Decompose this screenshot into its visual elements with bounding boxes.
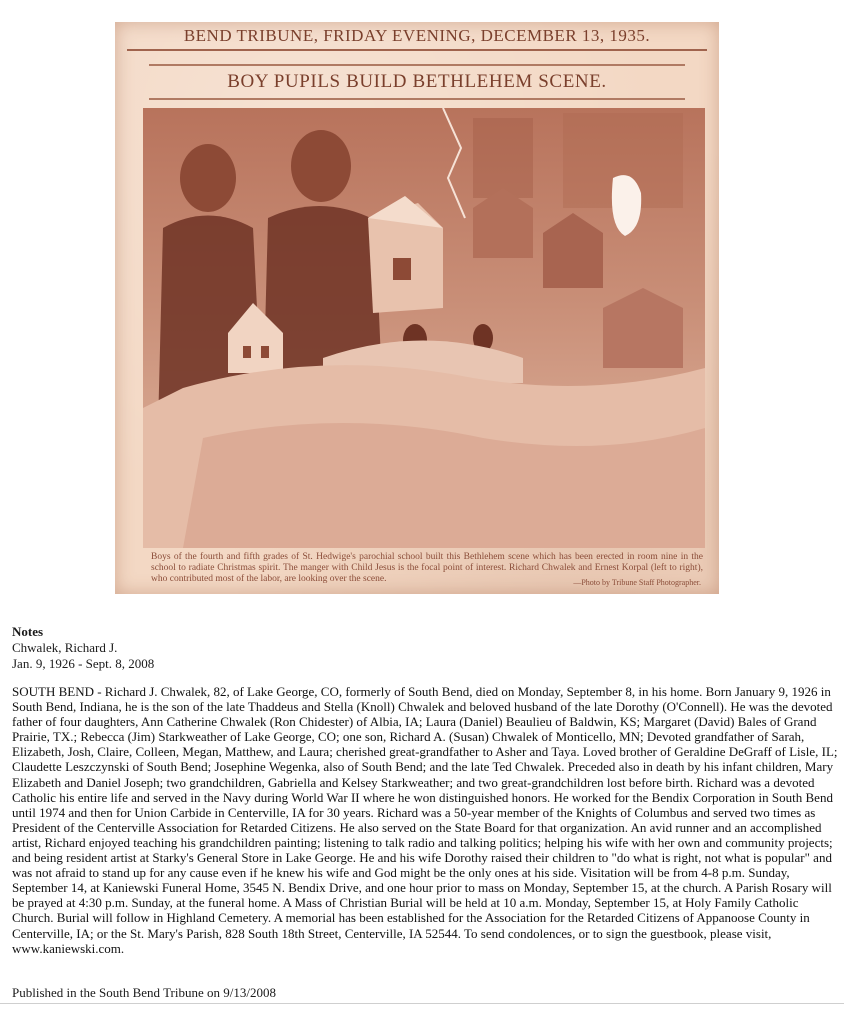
newspaper-clipping — [115, 22, 719, 594]
masthead-rule — [127, 49, 707, 51]
photo-caption: Boys of the fourth and fifth grades of St. Hedwige's parochial school built this Bethlehem scene which has been erected in room nine in the school to radiate Christmas spirit. The manger with Child Jesus is the focal point of interest. Richard Chwalek and Ernest Korpal (left to right), who contributed most of the labor, are looking over the scene. — [151, 552, 703, 584]
headline-box — [149, 64, 685, 100]
newspaper-masthead: BEND TRIBUNE, FRIDAY EVENING, DECEMBER 13, 1935. — [183, 26, 651, 45]
notes-heading: Notes — [12, 624, 44, 639]
bethlehem-scene-photo — [143, 108, 705, 548]
photo-credit: —Photo by Tribune Staff Photographer. — [573, 578, 701, 587]
life-dates: Jan. 9, 1926 - Sept. 8, 2008 — [12, 656, 155, 671]
article-headline: BOY PUPILS BUILD BETHLEHEM SCENE. — [227, 71, 607, 92]
photo-illustration — [143, 108, 705, 548]
publication-note: Published in the South Bend Tribune on 9/13/2008 — [12, 985, 276, 1000]
bottom-divider — [0, 1003, 844, 1004]
deceased-name: Chwalek, Richard J. — [12, 640, 118, 655]
obituary-text: SOUTH BEND - Richard J. Chwalek, 82, of Lake George, CO, formerly of South Bend, died on Monday, September 8, in his home. Born January 9, 1926 in South Bend, Indiana, he is the son of the late Thaddeus and Stella (Knoll) Chwalek and beloved husband of the late Dorothy (O'Connell). He was the devoted father of four daughters, Ann Catherine Chwalek (Ron Chidester) of Albia, IA; Laura (Daniel) Beaulieu of Baldwin, KS; Margaret (David) Bales of Grand Prairie, TX.; Rebecca (Jim) Starkweather of Lake George, CO; one son, Richard A. (Susan) Chwalek of Monticello, MN; Devoted grandfather of Sarah, Elizabeth, Josh, Claire, Colleen, Megan, Matthew, and Laura; cherished great-grandfather to Asher and Taya. Loved brother of Geraldine DeGraff of Lisle, IL; Claudette Leszczynski of South Bend; Josephine Wegenka, also of South Bend; and the late Ted Chwalek. Preceded also in death by his infant children, Mary Elizabeth and Daniel Joseph; two grandchildren, Gabriella and Kelsey Starkweather; and two great-grandchildren lost before birth. Richard was a devoted Catholic his entire life and served in the Navy during World War II where he won distinguished honors. He worked for the Bendix Corporation in South Bend until 1974 and then for Union Carbide in Centerville, IA for 30 years. Richard was a 50-year member of the Knights of Columbus and served two times as President of the Centerville Association for Retarded Citizens. He also served on the State Board for that organization. An avid runner and an accomplished artist, Richard enjoyed teaching his grandchildren painting; listening to talk radio and talking politics; helping his wife with her own and community projects; and being resident artist at Starky's General Store in Lake George. He and his wife Dorothy raised their children to "do what is right, not what is popular" and was not afraid to stand up for any cause even if he knew his wife and God might be the only ones at his side. Visitation will be from 4-8 p.m. Sunday, September 14, at Kaniewski Funeral Home, 3545 N. Bendix Drive, and one hour prior to mass on Monday, September 15, at the church. A Parish Rosary will be prayed at 4:30 p.m. Sunday, at the funeral home. A Mass of Christian Burial will be held at 10 a.m. Monday, September 15, at Holy Family Catholic Church. Burial will follow in Highland Cemetery. A memorial has been established for the Association for the Retarded Citizens of Appanoose County in Centerville, IA; or the St. Mary's Parish, 828 South 18th Street, Centerville, IA 52544. To send condolences, or to sign the guestbook, please visit, www.kaniewski.com. — [12, 684, 838, 956]
